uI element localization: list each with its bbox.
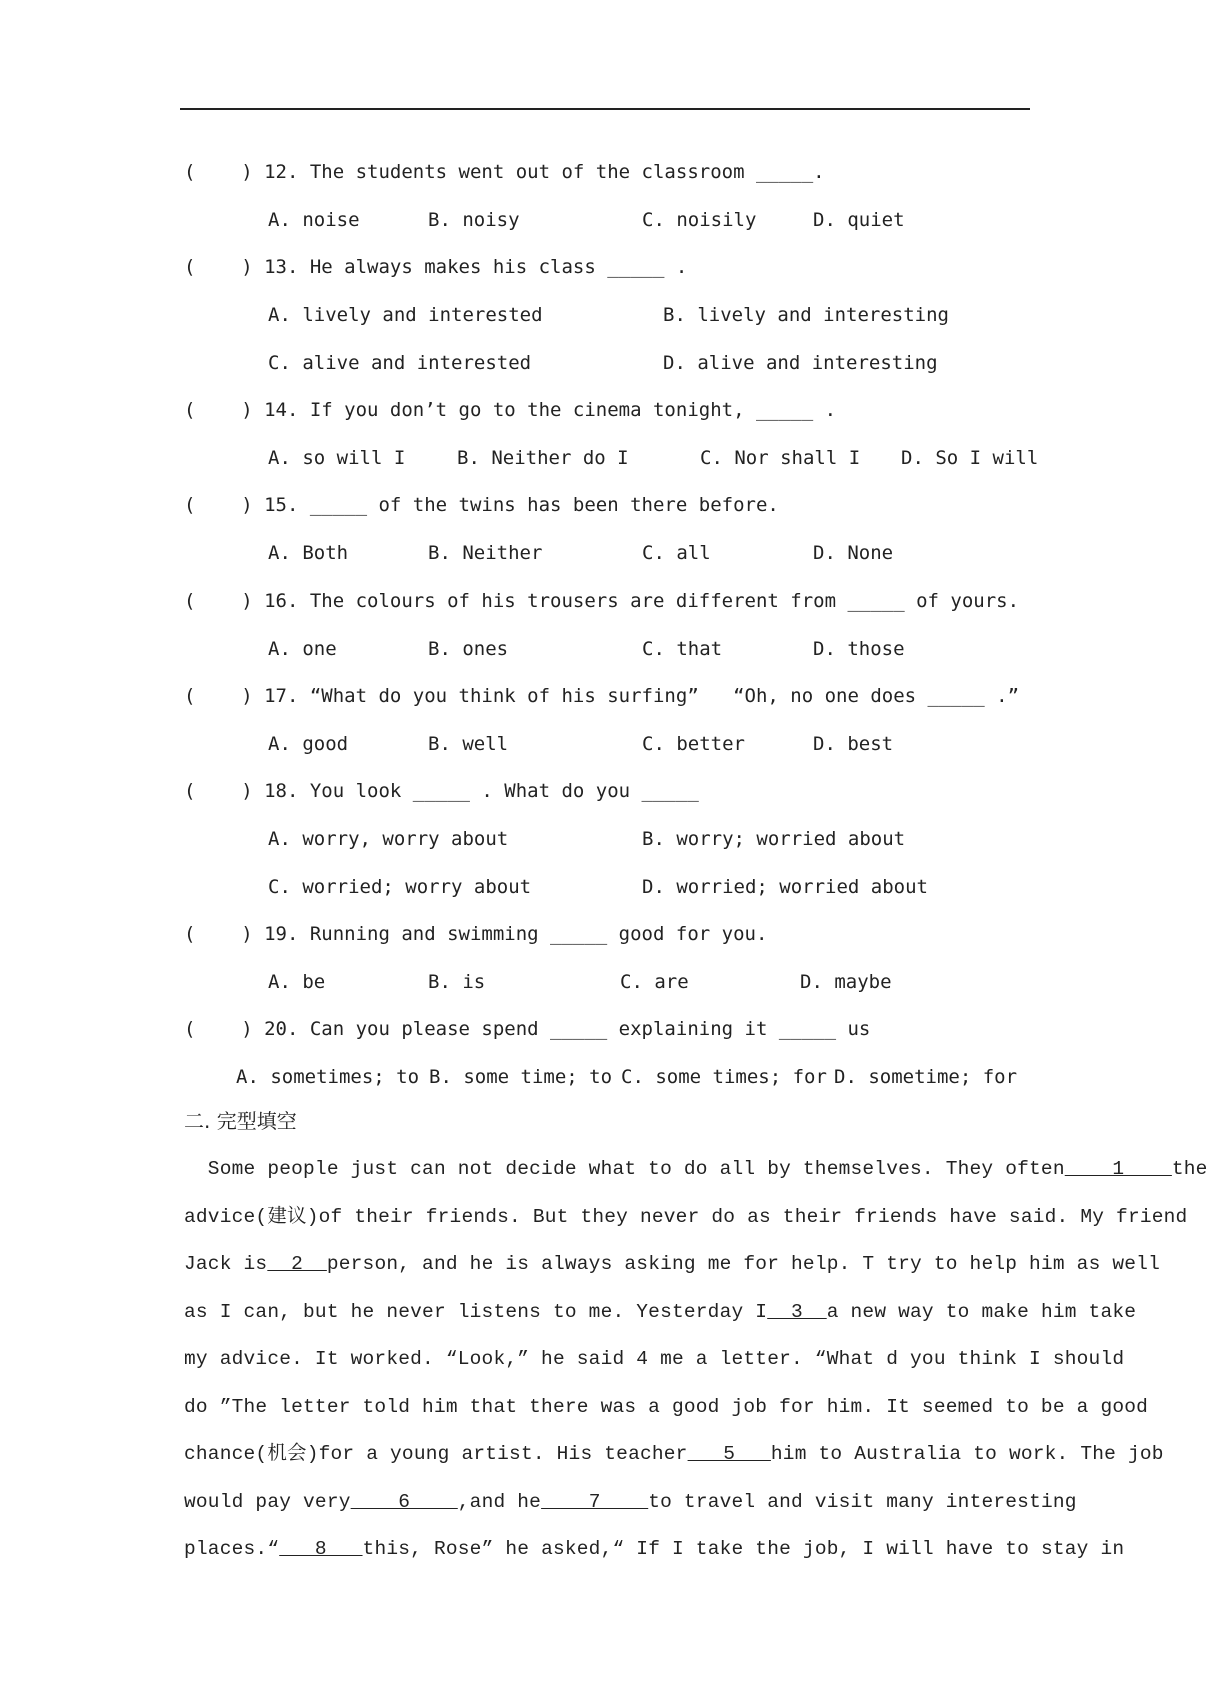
header-rule bbox=[180, 108, 1030, 110]
q17-option-d: D. best bbox=[813, 733, 894, 755]
passage-line-5: my advice. It worked. “Look,” he said 4 me a letter. “What d you think I should bbox=[184, 1348, 1125, 1370]
q12-option-d: D. quiet bbox=[813, 209, 905, 231]
q18-option-c: C. worried; worry about bbox=[268, 876, 532, 898]
question-13: ( ) 13. He always makes his class _____ . bbox=[184, 256, 688, 278]
passage-line-6: do ”The letter told him that there was a good job for him. It seemed to be a good bbox=[184, 1396, 1149, 1418]
q12-option-c: C. noisily bbox=[642, 209, 757, 231]
q12-option-a: A. noise bbox=[268, 209, 360, 231]
blank-1: 1 bbox=[1064, 1158, 1172, 1180]
section-heading-cloze: 二. 完型填空 bbox=[184, 1109, 297, 1133]
passage-line-9: places.“ 8 this, Rose” he asked,“ If I take the job, I will have to stay in bbox=[184, 1538, 1125, 1560]
question-18: ( ) 18. You look _____ . What do you _____ bbox=[184, 780, 699, 802]
q16-option-a: A. one bbox=[268, 638, 337, 660]
passage-line-3: Jack is 2 person, and he is always asking me for help. T try to help him as well bbox=[184, 1253, 1160, 1275]
q16-option-d: D. those bbox=[813, 638, 905, 660]
q14-option-d: D. So I will bbox=[901, 447, 1039, 469]
passage-line-1: Some people just can not decide what to do all by themselves. They often 1 the bbox=[184, 1158, 1208, 1180]
passage-line-4: as I can, but he never listens to me. Yesterday I 3 a new way to make him take bbox=[184, 1301, 1137, 1323]
blank-3: 3 bbox=[767, 1301, 827, 1323]
question-15: ( ) 15. _____ of the twins has been there before. bbox=[184, 494, 779, 516]
q19-option-a: A. be bbox=[268, 971, 326, 993]
q20-option-b: B. some time; to bbox=[429, 1066, 613, 1088]
q13-option-b: B. lively and interesting bbox=[663, 304, 949, 326]
q19-option-d: D. maybe bbox=[800, 971, 892, 993]
question-12: ( ) 12. The students went out of the classroom _____. bbox=[184, 161, 825, 183]
blank-8: 8 bbox=[279, 1538, 363, 1560]
blank-5: 5 bbox=[687, 1443, 771, 1465]
question-16: ( ) 16. The colours of his trousers are different from _____ of yours. bbox=[184, 590, 1020, 612]
q15-option-a: A. Both bbox=[268, 542, 349, 564]
q14-option-b: B. Neither do I bbox=[457, 447, 629, 469]
blank-7: 7 bbox=[541, 1491, 649, 1513]
question-14: ( ) 14. If you don’t go to the cinema tonight, _____ . bbox=[184, 399, 837, 421]
question-20: ( ) 20. Can you please spend _____ explaining it _____ us bbox=[184, 1018, 871, 1040]
passage-line-7: chance(机会)for a young artist. His teacher 5 him to Australia to work. The job bbox=[184, 1443, 1164, 1465]
q16-option-c: C. that bbox=[642, 638, 723, 660]
q18-option-d: D. worried; worried about bbox=[642, 876, 928, 898]
q17-option-c: C. better bbox=[642, 733, 745, 755]
q20-option-a: A. sometimes; to bbox=[236, 1066, 420, 1088]
q13-option-a: A. lively and interested bbox=[268, 304, 543, 326]
question-19: ( ) 19. Running and swimming _____ good for you. bbox=[184, 923, 768, 945]
passage-line-2: advice(建议)of their friends. But they never do as their friends have said. My friend bbox=[184, 1206, 1188, 1228]
q20-option-d: D. sometime; for bbox=[834, 1066, 1018, 1088]
blank-2: 2 bbox=[267, 1253, 327, 1275]
q19-option-b: B. is bbox=[428, 971, 486, 993]
q15-option-c: C. all bbox=[642, 542, 711, 564]
q16-option-b: B. ones bbox=[428, 638, 509, 660]
q13-option-c: C. alive and interested bbox=[268, 352, 532, 374]
q14-option-c: C. Nor shall I bbox=[700, 447, 861, 469]
q13-option-d: D. alive and interesting bbox=[663, 352, 938, 374]
q14-option-a: A. so will I bbox=[268, 447, 406, 469]
q18-option-a: A. worry, worry about bbox=[268, 828, 509, 850]
q15-option-d: D. None bbox=[813, 542, 894, 564]
q17-option-a: A. good bbox=[268, 733, 349, 755]
passage-line-8: would pay very 6 ,and he 7 to travel and visit many interesting bbox=[184, 1491, 1077, 1513]
blank-6: 6 bbox=[350, 1491, 458, 1513]
q12-option-b: B. noisy bbox=[428, 209, 520, 231]
q19-option-c: C. are bbox=[620, 971, 689, 993]
question-17: ( ) 17. “What do you think of his surfing” “Oh, no one does _____ .” bbox=[184, 685, 1020, 707]
q15-option-b: B. Neither bbox=[428, 542, 543, 564]
q20-option-c: C. some times; for bbox=[621, 1066, 827, 1088]
q17-option-b: B. well bbox=[428, 733, 509, 755]
q18-option-b: B. worry; worried about bbox=[642, 828, 906, 850]
